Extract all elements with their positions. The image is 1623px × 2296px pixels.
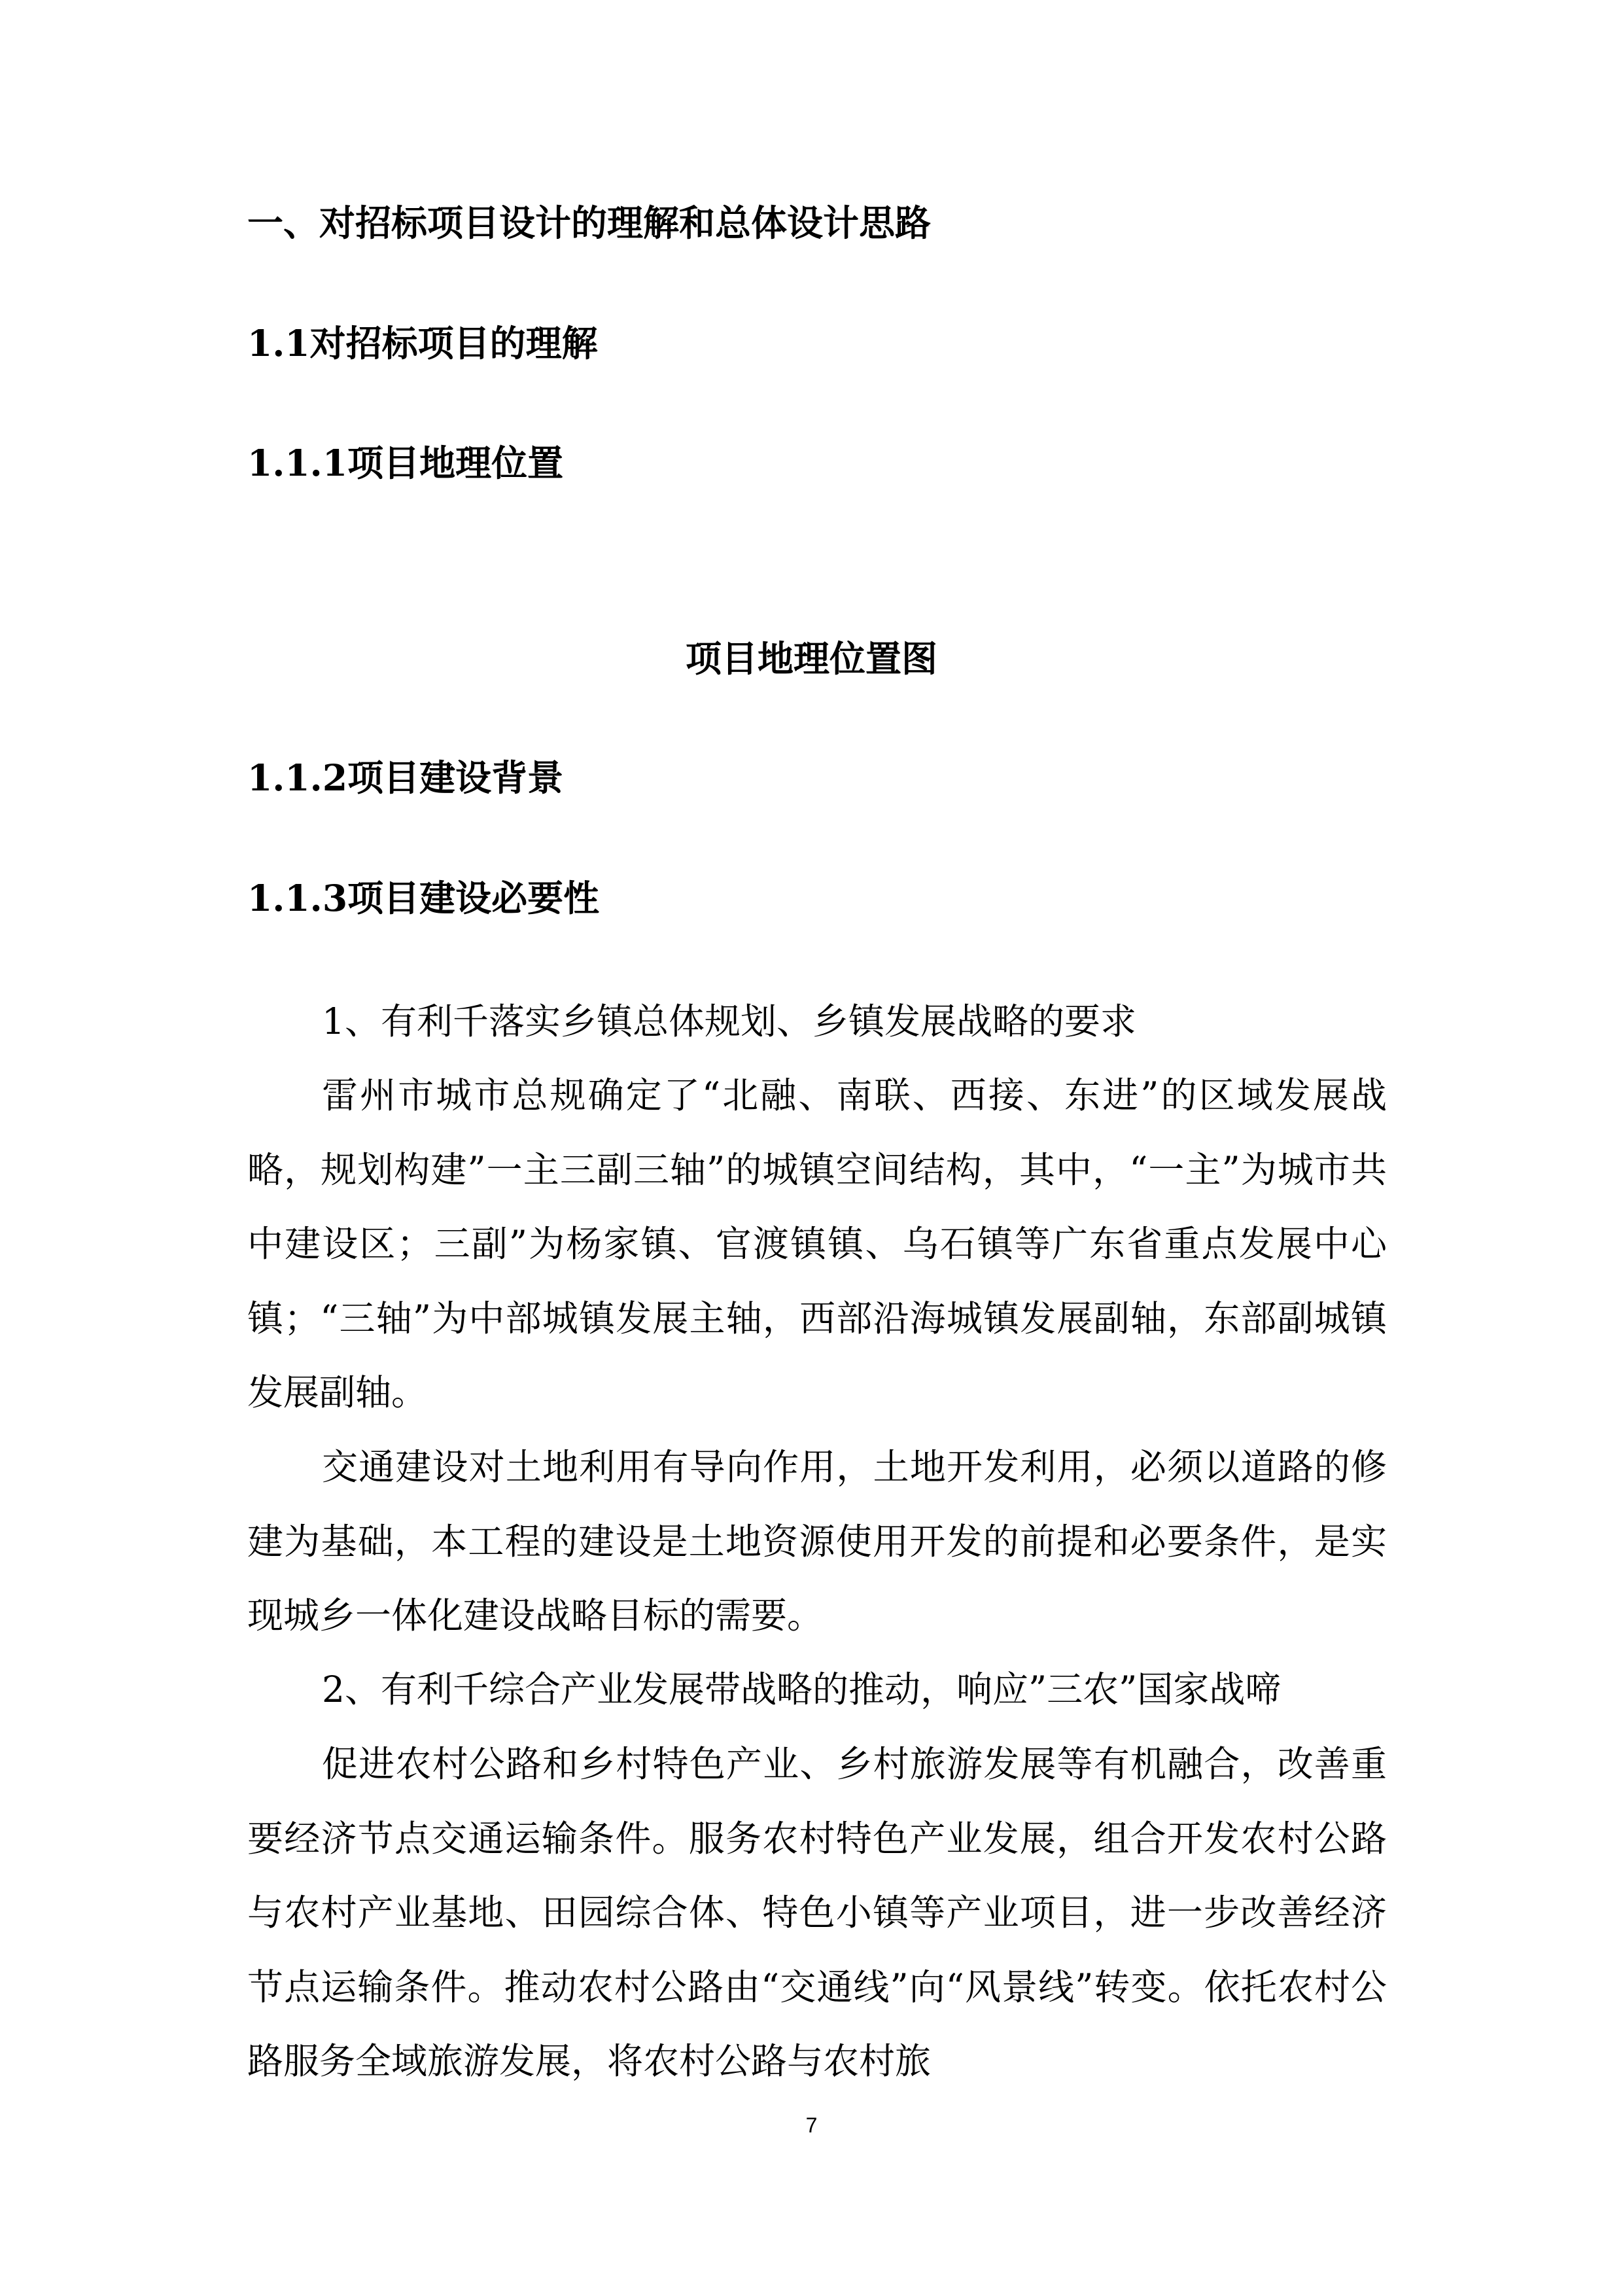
- section-heading-1-1-1: 1.1.1项目地理位置: [247, 442, 564, 484]
- paragraph: 促进农村公路和乡村特色产业、乡村旅游发展等有机融合，改善重要经济节点交通运输条件。服务农村特色产业发展，组合开发农村公路与农村产业基地、田园综合体、特色小镇等产业项目，进一步改善经济节点运输条件。推动农村公路由“交通线”向“风景线”转变。依托农村公路服务全域旅游发展，将农村公路与农村旅: [247, 1743, 1387, 2082]
- section-heading-1-1-2: 1.1.2项目建设背景: [247, 756, 564, 799]
- section-heading-1: 一、对招标项目设计的理解和总体设计思路: [247, 202, 932, 244]
- figure-caption: 项目地理位置图: [685, 637, 937, 680]
- page-number: 7: [805, 2113, 818, 2137]
- paragraph: 雷州市城市总规确定了“北融、南联、西接、东进”的区域发展战略，规划构建”一主三副三轴”的城镇空间结构，其中，“一主”为城市共中建设区；三副”为杨家镇、官渡镇镇、乌石镇等广东省重点发展中心镇；“三轴”为中部城镇发展主轴，西部沿海城镇发展副轴，东部副城镇发展副轴。: [247, 1074, 1387, 1413]
- section-heading-1-1-3: 1.1.3项目建设必要性: [247, 877, 600, 919]
- list-item-1-title: 1、有利千落实乡镇总体规划、乡镇发展战略的要求: [322, 1000, 1136, 1042]
- section-heading-1-1: 1.1对招标项目的理解: [247, 322, 598, 364]
- list-item-2-title: 2、有利千综合产业发展带战略的推动，响应”三农”国家战啼: [322, 1669, 1282, 1710]
- paragraph: 交通建设对土地利用有导向作用，土地开发利用，必须以道路的修建为基础，本工程的建设是土地资源使用开发的前提和必要条件，是实现城乡一体化建设战略目标的需要。: [247, 1446, 1387, 1636]
